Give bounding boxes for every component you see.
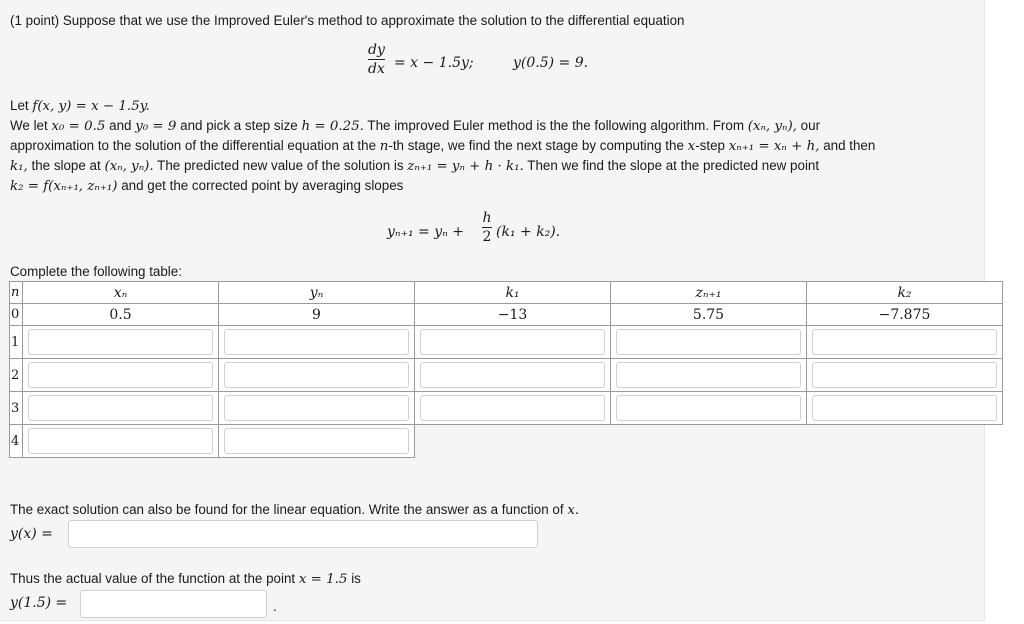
- header-yn: yₙ: [219, 282, 415, 304]
- header-xn: xₙ: [23, 282, 219, 304]
- table-cell: [807, 392, 1003, 425]
- row-index: 2: [10, 359, 23, 392]
- y4-input[interactable]: [224, 428, 409, 454]
- algorithm-line-4: k₂ = f(xₙ₊₁, zₙ₊₁) and get the corrected point by averaging slopes: [10, 178, 404, 194]
- x3-input[interactable]: [28, 395, 213, 421]
- table-cell: [219, 326, 415, 359]
- table-cell: [23, 326, 219, 359]
- table-cell: [807, 359, 1003, 392]
- avg-formula-lhs: yₙ₊₁ = yₙ +: [387, 224, 464, 240]
- initial-condition: y(0.5) = 9.: [513, 55, 589, 71]
- k1-row2-input[interactable]: [420, 362, 605, 388]
- table-header-row: [10, 282, 1003, 304]
- y1-input[interactable]: [224, 329, 409, 355]
- row-index: 4: [10, 425, 23, 458]
- cell-z1: 5.75: [611, 304, 807, 326]
- table-cell: [219, 359, 415, 392]
- k2-row3-input[interactable]: [812, 395, 997, 421]
- f-definition: Let f(x, y) = x − 1.5y.: [10, 98, 150, 114]
- k2-row1-input[interactable]: [812, 329, 997, 355]
- table-cell: [23, 392, 219, 425]
- x4-input[interactable]: [28, 428, 213, 454]
- row-index: 0: [10, 304, 23, 326]
- algorithm-line-3: k₁, the slope at (xₙ, yₙ). The predicted new value of the solution is zₙ₊₁ = yₙ + h · k₁. Then we find the slope at the predicted new point: [10, 158, 820, 174]
- x2-input[interactable]: [28, 362, 213, 388]
- actual-value-prompt: Thus the actual value of the function at the point x = 1.5 is: [10, 571, 361, 587]
- period: .: [273, 599, 277, 614]
- row-index: 1: [10, 326, 23, 359]
- table-cell: [23, 359, 219, 392]
- z3-input[interactable]: [616, 362, 801, 388]
- table-cell: [611, 326, 807, 359]
- y15-input[interactable]: [80, 590, 267, 618]
- header-n: n: [10, 282, 23, 304]
- table-cell: [415, 326, 611, 359]
- table-row: [10, 326, 1003, 359]
- problem-intro: (1 point) Suppose that we use the Improved Euler's method to approximate the solution to the differential equation: [10, 13, 685, 28]
- de-rhs: = x − 1.5y;: [394, 55, 474, 71]
- table-cell: [415, 359, 611, 392]
- y3-input[interactable]: [224, 395, 409, 421]
- avg-formula-rhs: (k₁ + k₂).: [496, 224, 561, 240]
- cell-x0: 0.5: [23, 304, 219, 326]
- algorithm-line-1: We let x₀ = 0.5 and y₀ = 9 and pick a step size h = 0.25. The improved Euler method is the the following algorithm. From (xₙ, yₙ), our: [10, 118, 821, 134]
- cell-k1: −13: [415, 304, 611, 326]
- cell-y0: 9: [219, 304, 415, 326]
- table-cell: [611, 392, 807, 425]
- k1-row3-input[interactable]: [420, 395, 605, 421]
- table-row: [10, 359, 1003, 392]
- row-index: 3: [10, 392, 23, 425]
- table-cell: [23, 425, 219, 458]
- header-k1: k₁: [415, 282, 611, 304]
- header-z: zₙ₊₁: [611, 282, 807, 304]
- exact-solution-input[interactable]: [68, 520, 538, 548]
- algorithm-line-2: approximation to the solution of the differential equation at the n-th stage, we find the next stage by computing the x-step xₙ₊₁ = xₙ + h, and then: [10, 138, 876, 154]
- avg-fraction: h 2: [482, 210, 492, 245]
- header-k2: k₂: [807, 282, 1003, 304]
- table-cell: [611, 359, 807, 392]
- exact-solution-prompt: The exact solution can also be found for the linear equation. Write the answer as a function of x.: [10, 502, 580, 518]
- y15-label: y(1.5) =: [10, 595, 68, 611]
- table-row: [10, 425, 1003, 458]
- table-cell: [219, 425, 415, 458]
- table-cell: [219, 392, 415, 425]
- z4-input[interactable]: [616, 395, 801, 421]
- table-row: [10, 304, 1003, 326]
- cell-k2: −7.875: [807, 304, 1003, 326]
- k2-row2-input[interactable]: [812, 362, 997, 388]
- yx-label: y(x) =: [10, 526, 53, 542]
- de-fraction: dy dx: [368, 42, 385, 77]
- table-cell: [807, 326, 1003, 359]
- table-cell: [415, 392, 611, 425]
- euler-table: [9, 281, 1003, 458]
- z2-input[interactable]: [616, 329, 801, 355]
- table-row: [10, 392, 1003, 425]
- y2-input[interactable]: [224, 362, 409, 388]
- k1-row1-input[interactable]: [420, 329, 605, 355]
- complete-table-label: Complete the following table:: [10, 264, 182, 279]
- x1-input[interactable]: [28, 329, 213, 355]
